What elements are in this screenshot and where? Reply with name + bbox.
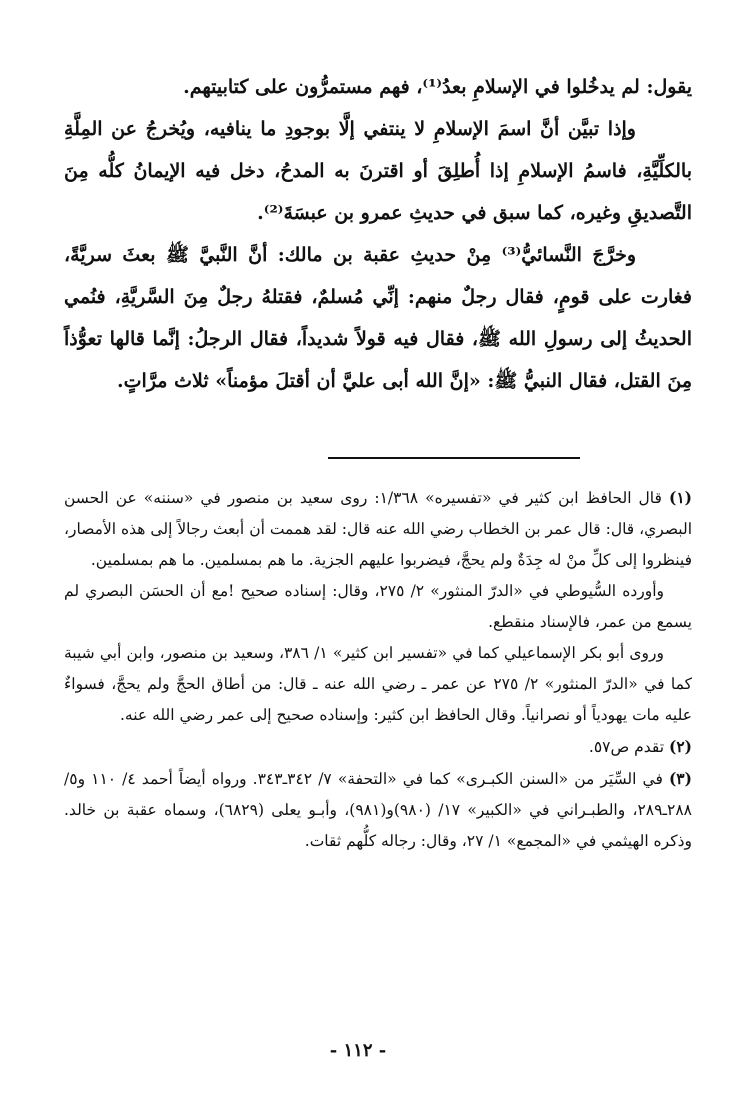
footnote-3-number: (٣): [668, 769, 692, 788]
footnote-3-text: في السِّيَر من «السنن الكبـرى» كما في «التحفة» ٧/ ٣٤٢ـ٣٤٣. ورواه أيضاً أحمد ٤/ ١١٠ و٥/ ٢٨٨ـ٢٨٩، والطبـراني في «الكبير» ١٧/ (٩٨٠)و(٩٨١)، وأبـو يعلى (٦٨٢٩)، وسماه عقبة بن خالد. وذكره الهيثمي في «المجمع» ١/ ٢٧، وقال: رجاله كلُّهم ثقات.: [64, 770, 692, 850]
footnote-2-number: (٢): [668, 737, 692, 756]
page-number-text: - ١١٢ -: [329, 1040, 387, 1061]
footnote-2-text: تقدم ص٥٧.: [588, 738, 665, 756]
main-text: [64, 66, 692, 402]
footnote-1: [64, 482, 692, 576]
footnote-divider: [328, 457, 580, 459]
footnote-1-number: (١): [668, 488, 692, 507]
footnote-1-text: قال الحافظ ابن كثير في «تفسيره» ١/٣٦٨: روى سعيد بن منصور في «سننه» عن الحسن البصري، قال: قال عمر بن الخطاب رضي الله عنه قال: لقد هممت أن أبعث رجالاً إلى هذه الأمصار، فينظروا إلى كلِّ منْ له جِدَةٌ ولم يحجَّ، فيضربوا عليهم الجزية. ما هم بمسلمين. ما هم بمسلمين.: [64, 489, 692, 569]
paragraph-2: وإذا تبيَّن أنَّ اسمَ الإسلامِ لا ينتفي إلَّا بوجودِ ما ينافيه، ويُخرجُ عن المِلَّةِ بالكلِّيَّةِ، فاسمُ الإسلامِ إذا أُطلِقَ أو اقترنَ به المدحُ، دخل فيه الإيمانُ كلُّه مِنَ التَّصديقِ وغيره، كما سبق في حديثِ عمرو بن عبسَةَ⁽²⁾.: [64, 118, 692, 224]
footnotes: [64, 482, 692, 857]
footnote-3: [64, 763, 692, 857]
footnote-1-continuation-b: وروى أبو بكر الإسماعيلي كما في «تفسير ابن كثير» ١/ ٣٨٦، وسعيد بن منصور، وابن أبي شيبة كما في «الدرّ المنثور» ٢/ ٢٧٥ عن عمر ـ رضي الله عنه ـ قال: من أطاق الحجَّ ولم يحجَّ، فسواءٌ عليه مات يهودياً أو نصرانياً. وقال الحافظ ابن كثير: وإسناده صحيح إلى عمر رضي الله عنه.: [64, 644, 692, 724]
page-number: [0, 1040, 746, 1061]
paragraph-1: يقول: لم يدخُلوا في الإسلامِ بعدُ⁽¹⁾، فهم مستمرُّون على كتابيتهم.: [183, 76, 692, 98]
paragraph-3: وخرَّجَ النَّسائيُّ⁽³⁾ مِنْ حديثِ عقبة بن مالك: أنَّ النَّبيَّ ﷺ بعثَ سريَّةً، فغارت على قومٍ، فقال رجلٌ منهم: إنِّي مُسلمٌ، فقتلهُ رجلٌ مِنَ السَّريَّةِ، فنُمي الحديثُ إلى رسولِ الله ﷺ، فقال فيه قولاً شديداً، فقال الرجلُ: إنَّما قالها تعوُّذاً مِنَ القتل، فقال النبيُّ ﷺ: «إنَّ الله أبى عليَّ أن أقتلَ مؤمناً» ثلاث مرَّاتٍ.: [64, 244, 692, 392]
footnote-2: [64, 731, 692, 763]
footnote-1-continuation-a: وأورده السُّيوطي في «الدرّ المنثور» ٢/ ٢٧٥، وقال: إسناده صحيح !مع أن الحسَن البصري لم يسمع من عمر، فالإسناد منقطع.: [64, 582, 692, 631]
